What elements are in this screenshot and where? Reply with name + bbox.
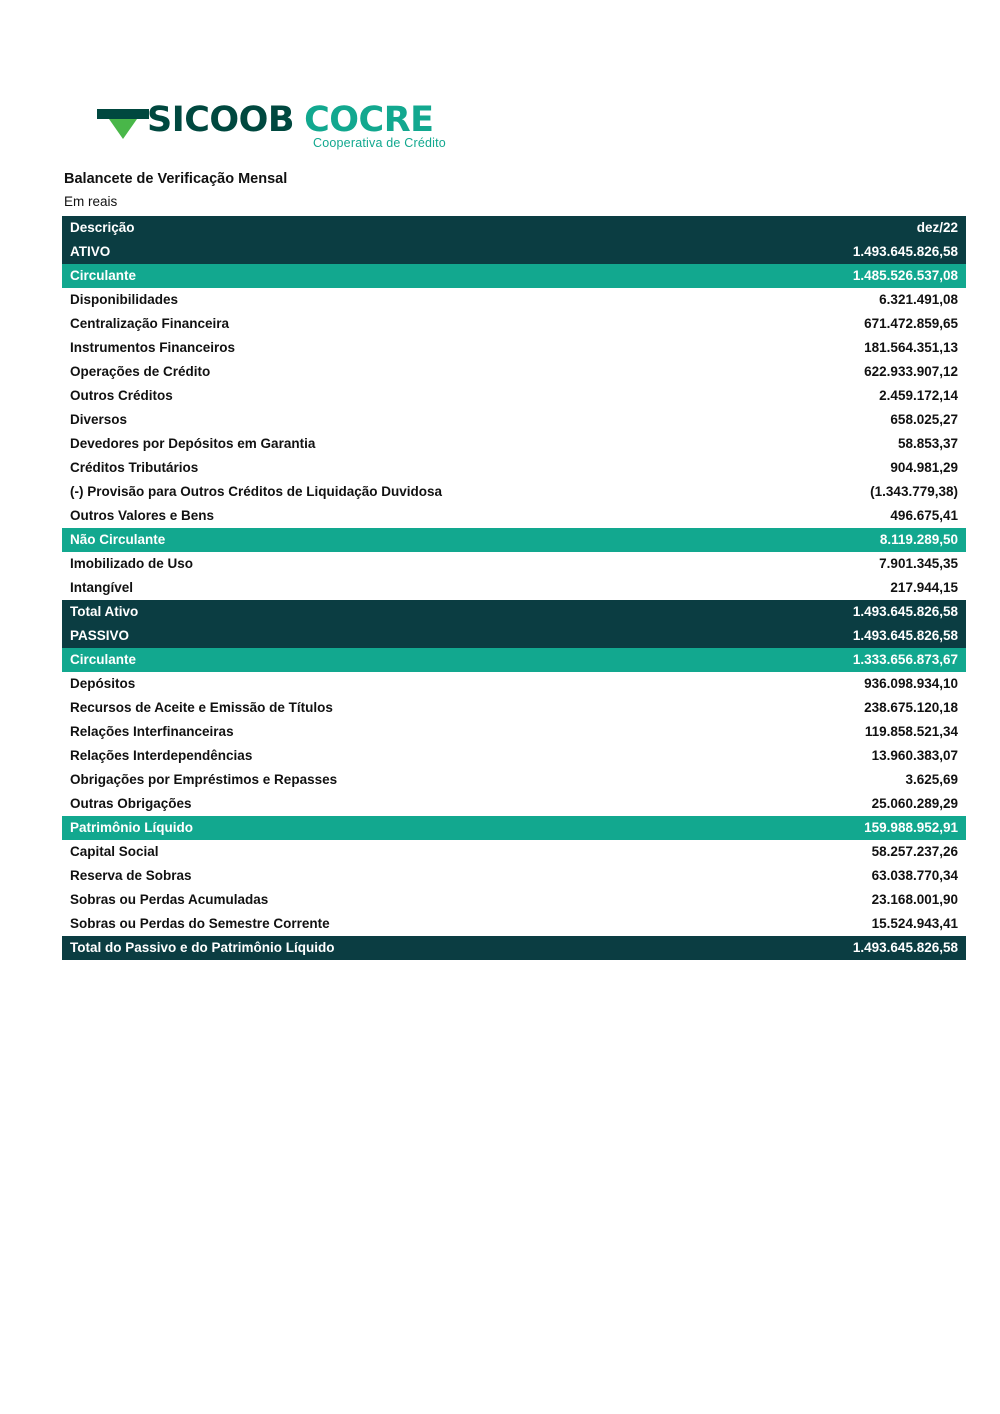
table-row bbox=[62, 696, 966, 720]
table-row bbox=[62, 720, 966, 744]
balancete-table bbox=[62, 216, 966, 960]
row-label: ATIVO bbox=[62, 240, 698, 264]
logo-sicoob-text: SICOOB bbox=[147, 100, 295, 140]
row-label: Patrimônio Líquido bbox=[62, 816, 698, 840]
row-label: Outras Obrigações bbox=[62, 792, 698, 816]
row-label: Diversos bbox=[62, 408, 698, 432]
table-row bbox=[62, 648, 966, 672]
balancete-table-wrapper bbox=[62, 216, 958, 960]
row-value: 58.853,37 bbox=[698, 432, 966, 456]
row-label: Total Ativo bbox=[62, 600, 698, 624]
row-label: Capital Social bbox=[62, 840, 698, 864]
table-row bbox=[62, 840, 966, 864]
row-label: Sobras ou Perdas do Semestre Corrente bbox=[62, 912, 698, 936]
table-row bbox=[62, 480, 966, 504]
logo-cocre-text: COCRE bbox=[304, 100, 434, 140]
row-value: 15.524.943,41 bbox=[698, 912, 966, 936]
row-value: 63.038.770,34 bbox=[698, 864, 966, 888]
row-value: 119.858.521,34 bbox=[698, 720, 966, 744]
row-label: PASSIVO bbox=[62, 624, 698, 648]
row-label: Outros Créditos bbox=[62, 384, 698, 408]
table-row bbox=[62, 744, 966, 768]
row-label: Centralização Financeira bbox=[62, 312, 698, 336]
table-row bbox=[62, 504, 966, 528]
row-value: 1.333.656.873,67 bbox=[698, 648, 966, 672]
table-row bbox=[62, 624, 966, 648]
table-row bbox=[62, 768, 966, 792]
row-value: 1.485.526.537,08 bbox=[698, 264, 966, 288]
row-value: 6.321.491,08 bbox=[698, 288, 966, 312]
row-value: 904.981,29 bbox=[698, 456, 966, 480]
row-value: (1.343.779,38) bbox=[698, 480, 966, 504]
row-label: Relações Interdependências bbox=[62, 744, 698, 768]
row-label: Créditos Tributários bbox=[62, 456, 698, 480]
table-row bbox=[62, 288, 966, 312]
sicoob-cocre-logo bbox=[95, 100, 525, 158]
row-value: 1.493.645.826,58 bbox=[698, 936, 966, 960]
table-row bbox=[62, 456, 966, 480]
sicoob-logo-mark bbox=[95, 106, 151, 144]
row-value: 1.493.645.826,58 bbox=[698, 624, 966, 648]
row-label: Recursos de Aceite e Emissão de Títulos bbox=[62, 696, 698, 720]
row-label: Circulante bbox=[62, 648, 698, 672]
row-label: Relações Interfinanceiras bbox=[62, 720, 698, 744]
table-row bbox=[62, 240, 966, 264]
logo-tagline: Cooperativa de Crédito bbox=[313, 136, 446, 150]
row-value: 23.168.001,90 bbox=[698, 888, 966, 912]
table-row bbox=[62, 672, 966, 696]
balancete-table-body bbox=[62, 216, 966, 960]
row-value: 671.472.859,65 bbox=[698, 312, 966, 336]
table-row bbox=[62, 888, 966, 912]
row-label: Outros Valores e Bens bbox=[62, 504, 698, 528]
table-row bbox=[62, 312, 966, 336]
row-value: 238.675.120,18 bbox=[698, 696, 966, 720]
table-row bbox=[62, 936, 966, 960]
row-label: Instrumentos Financeiros bbox=[62, 336, 698, 360]
row-value: 13.960.383,07 bbox=[698, 744, 966, 768]
row-label: Devedores por Depósitos em Garantia bbox=[62, 432, 698, 456]
column-header-period: dez/22 bbox=[698, 216, 966, 240]
table-row bbox=[62, 816, 966, 840]
row-label: Total do Passivo e do Patrimônio Líquido bbox=[62, 936, 698, 960]
row-value: 622.933.907,12 bbox=[698, 360, 966, 384]
row-value: 496.675,41 bbox=[698, 504, 966, 528]
table-row bbox=[62, 384, 966, 408]
row-label: Intangível bbox=[62, 576, 698, 600]
row-label: Sobras ou Perdas Acumuladas bbox=[62, 888, 698, 912]
table-row bbox=[62, 528, 966, 552]
row-value: 7.901.345,35 bbox=[698, 552, 966, 576]
table-row bbox=[62, 864, 966, 888]
row-label: (-) Provisão para Outros Créditos de Liquidação Duvidosa bbox=[62, 480, 698, 504]
row-value: 658.025,27 bbox=[698, 408, 966, 432]
logo-wordmark bbox=[147, 100, 434, 140]
row-label: Disponibilidades bbox=[62, 288, 698, 312]
page-subtitle: Em reais bbox=[64, 194, 118, 209]
row-label: Reserva de Sobras bbox=[62, 864, 698, 888]
row-value: 58.257.237,26 bbox=[698, 840, 966, 864]
table-row bbox=[62, 912, 966, 936]
table-row bbox=[62, 600, 966, 624]
table-row bbox=[62, 360, 966, 384]
column-header-description: Descrição bbox=[62, 216, 698, 240]
row-label: Imobilizado de Uso bbox=[62, 552, 698, 576]
row-value: 3.625,69 bbox=[698, 768, 966, 792]
table-row bbox=[62, 408, 966, 432]
table-row bbox=[62, 264, 966, 288]
table-row bbox=[62, 792, 966, 816]
row-value: 1.493.645.826,58 bbox=[698, 600, 966, 624]
table-row bbox=[62, 576, 966, 600]
page-title: Balancete de Verificação Mensal bbox=[64, 171, 288, 187]
row-value: 936.098.934,10 bbox=[698, 672, 966, 696]
row-value: 217.944,15 bbox=[698, 576, 966, 600]
row-label: Depósitos bbox=[62, 672, 698, 696]
row-label: Circulante bbox=[62, 264, 698, 288]
row-value: 181.564.351,13 bbox=[698, 336, 966, 360]
row-label: Não Circulante bbox=[62, 528, 698, 552]
row-label: Operações de Crédito bbox=[62, 360, 698, 384]
row-label: Obrigações por Empréstimos e Repasses bbox=[62, 768, 698, 792]
row-value: 25.060.289,29 bbox=[698, 792, 966, 816]
table-row bbox=[62, 336, 966, 360]
table-header-row bbox=[62, 216, 966, 240]
table-row bbox=[62, 552, 966, 576]
row-value: 2.459.172,14 bbox=[698, 384, 966, 408]
row-value: 8.119.289,50 bbox=[698, 528, 966, 552]
table-row bbox=[62, 432, 966, 456]
row-value: 159.988.952,91 bbox=[698, 816, 966, 840]
row-value: 1.493.645.826,58 bbox=[698, 240, 966, 264]
